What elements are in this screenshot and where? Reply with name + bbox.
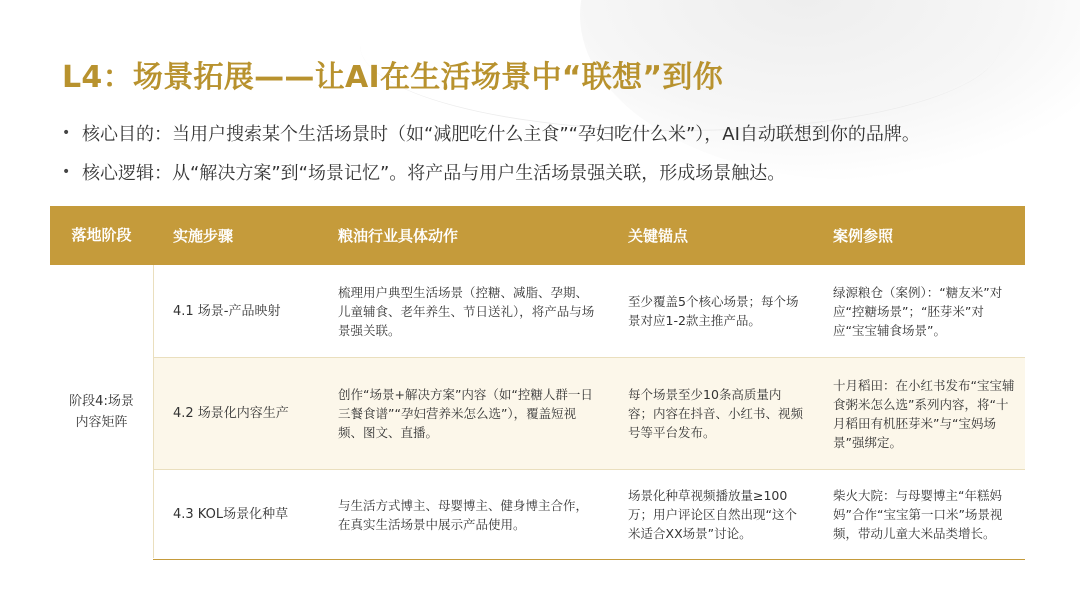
anchor-cell: 场景化种草视频播放量≥100万；用户评论区自然出现“这个米适合XX场景”讨论。 [608, 470, 813, 560]
strategy-table [50, 206, 1025, 560]
step-cell: 4.3 KOL场景化种草 [153, 470, 318, 560]
anchor-cell: 每个场景至少10条高质量内容；内容在抖音、小红书、视频号等平台发布。 [608, 358, 813, 470]
step-cell: 4.2 场景化内容生产 [153, 358, 318, 470]
bullet-item [62, 159, 920, 185]
action-cell: 与生活方式博主、母婴博主、健身博主合作，在真实生活场景中展示产品使用。 [318, 470, 608, 560]
table-row [50, 265, 1025, 358]
header-stage: 落地阶段 [50, 206, 153, 265]
page-title: L4：场景拓展——让AI在生活场景中“联想”到你 [62, 60, 724, 95]
table-row [50, 358, 1025, 470]
case-cell: 十月稻田：在小红书发布“宝宝辅食粥米怎么选”系列内容，将“十月稻田有机胚芽米”与“宝妈场景”强绑定。 [813, 358, 1025, 470]
stage-cell: 阶段4:场景内容矩阵 [50, 265, 153, 560]
case-cell: 柴火大院：与母婴博主“年糕妈妈”合作“宝宝第一口米”场景视频，带动儿童大米品类增长。 [813, 470, 1025, 560]
bullet-list [62, 120, 920, 198]
header-anchor: 关键锚点 [608, 206, 813, 265]
table-divider [153, 265, 154, 558]
bullet-dot-icon: • [62, 125, 71, 141]
bullet-dot-icon: • [62, 164, 71, 180]
bullet-item [62, 120, 920, 146]
header-case: 案例参照 [813, 206, 1025, 265]
header-step: 实施步骤 [153, 206, 318, 265]
anchor-cell: 至少覆盖5个核心场景；每个场景对应1-2款主推产品。 [628, 294, 799, 328]
case-cell: 绿源粮仓（案例）：“糖友米”对应“控糖场景”；“胚芽米”对应“宝宝辅食场景”。 [833, 284, 1003, 338]
bullet-text: 核心目的：当用户搜索某个生活场景时（如“减肥吃什么主食”“孕妇吃什么米”），AI自动联想到你的品牌。 [82, 124, 920, 145]
action-cell: 梳理用户典型生活场景（控糖、减脂、孕期、儿童辅食、老年养生、节日送礼），将产品与场景强关联。 [338, 284, 595, 338]
header-action: 粮油行业具体动作 [318, 206, 608, 265]
bullet-text: 核心逻辑：从“解决方案”到“场景记忆”。将产品与用户生活场景强关联，形成场景触达。 [82, 163, 786, 184]
table-header-row [50, 206, 1025, 265]
table-row [50, 470, 1025, 560]
step-cell: 4.1 场景-产品映射 [173, 303, 281, 319]
action-cell: 创作“场景+解决方案”内容（如“控糖人群一日三餐食谱”“孕妇营养米怎么选”），覆盖短视频、图文、直播。 [318, 358, 608, 470]
